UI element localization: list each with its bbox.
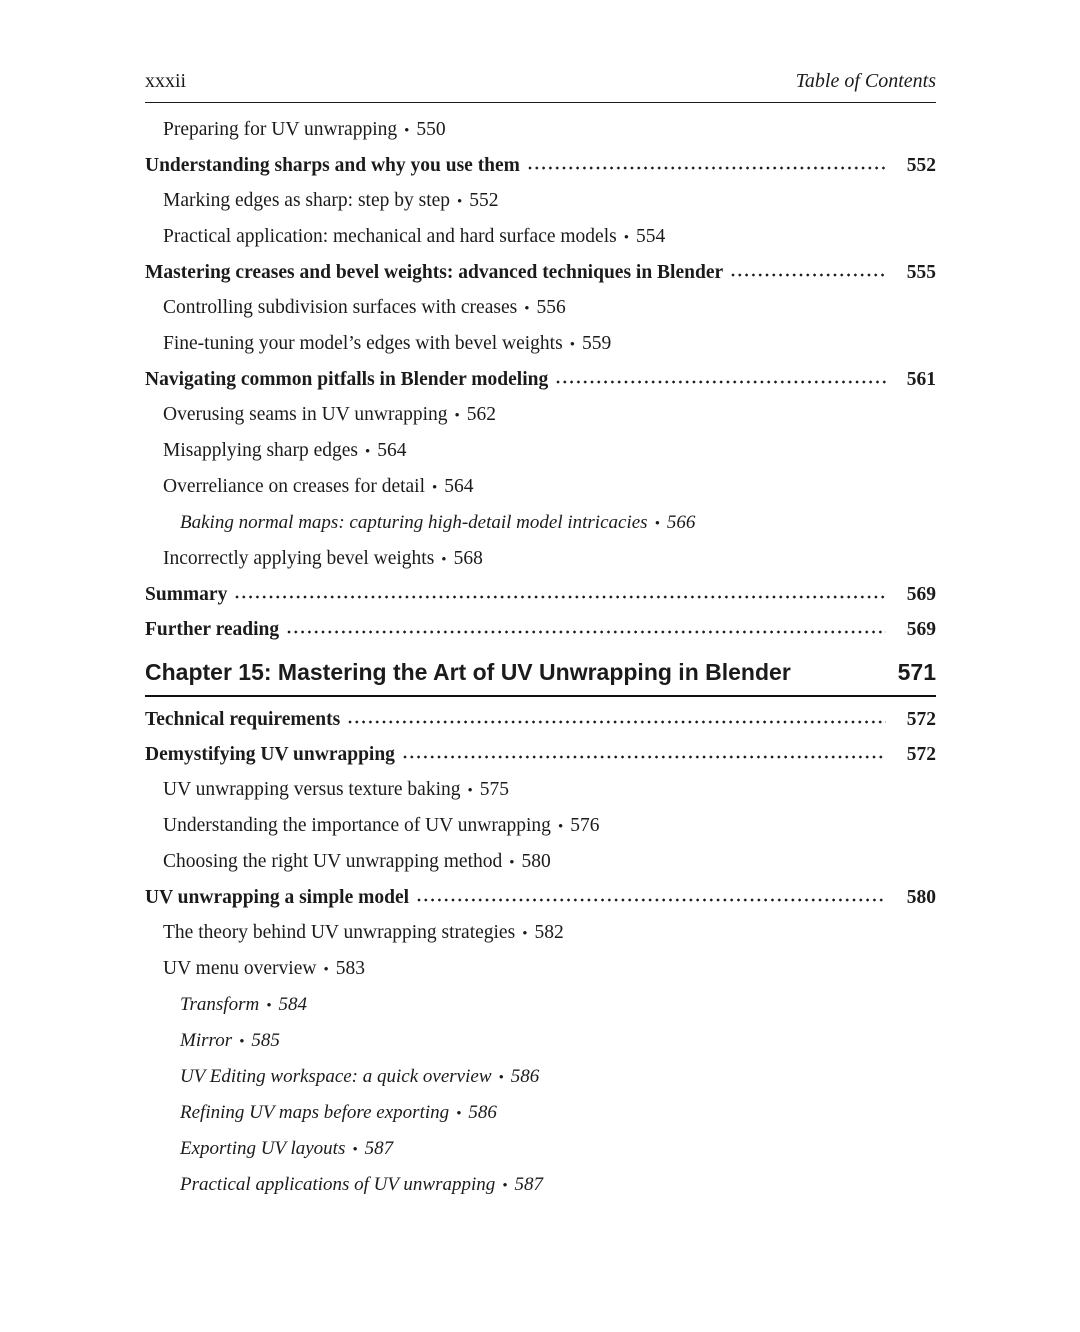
entry-page: 559 xyxy=(581,333,612,354)
dot-leader xyxy=(348,719,886,725)
toc-entry[interactable] xyxy=(145,1174,936,1197)
toc-entry[interactable] xyxy=(145,262,936,284)
toc-entry[interactable] xyxy=(145,190,936,213)
bullet-separator: • xyxy=(524,301,530,317)
bullet-separator: • xyxy=(522,926,528,942)
toc-entry[interactable] xyxy=(145,584,936,606)
bullet-separator: • xyxy=(404,123,410,139)
entry-title: Exporting UV layouts xyxy=(180,1138,346,1159)
entry-page: 580 xyxy=(521,851,551,872)
dot-leader xyxy=(235,594,886,600)
entry-page: 555 xyxy=(906,262,936,283)
toc-entry[interactable] xyxy=(145,1030,936,1053)
entry-page: 552 xyxy=(469,190,499,211)
entry-title: UV Editing workspace: a quick overview xyxy=(180,1066,492,1087)
dot-leader xyxy=(403,754,886,760)
toc-entry[interactable] xyxy=(145,226,936,249)
bullet-separator: • xyxy=(239,1034,245,1050)
dot-leader xyxy=(528,165,886,171)
entry-title: The theory behind UV unwrapping strategies xyxy=(163,922,516,943)
entry-title: Summary xyxy=(145,584,228,605)
entry-page: 569 xyxy=(906,619,936,640)
entry-title: Mastering creases and bevel weights: advanced techniques in Blender xyxy=(145,262,724,283)
entry-title: Fine-tuning your model’s edges with bevel weights xyxy=(163,333,563,354)
toc-entry[interactable] xyxy=(145,333,936,356)
entry-page: 580 xyxy=(906,887,936,908)
dot-leader xyxy=(556,379,886,385)
dot-leader xyxy=(287,629,886,635)
bullet-separator: • xyxy=(352,1142,358,1158)
bullet-separator: • xyxy=(569,337,575,353)
entry-page: 552 xyxy=(906,155,936,176)
entry-title: Preparing for UV unwrapping xyxy=(163,119,398,140)
entry-page: 550 xyxy=(416,119,446,140)
entry-title: UV unwrapping a simple model xyxy=(145,887,410,908)
toc-entry[interactable] xyxy=(145,744,936,766)
bullet-separator: • xyxy=(467,783,473,799)
bullet-separator: • xyxy=(432,480,438,496)
entry-title: Controlling subdivision surfaces with creases xyxy=(163,297,518,318)
entry-page: 566 xyxy=(666,512,696,533)
bullet-separator: • xyxy=(502,1178,508,1194)
toc-entry[interactable] xyxy=(145,404,936,427)
entry-title: Refining UV maps before exporting xyxy=(180,1102,450,1123)
toc-entry[interactable] xyxy=(145,548,936,571)
toc-entry[interactable] xyxy=(145,922,936,945)
entry-title: Overusing seams in UV unwrapping xyxy=(163,404,448,425)
entry-title: Incorrectly applying bevel weights xyxy=(163,548,435,569)
toc-entry[interactable] xyxy=(145,779,936,802)
entry-title: Demystifying UV unwrapping xyxy=(145,744,395,765)
page-header xyxy=(145,70,936,103)
toc-entry[interactable] xyxy=(145,958,936,981)
entry-page: 562 xyxy=(466,404,497,425)
bullet-separator: • xyxy=(623,230,629,246)
entry-page: 586 xyxy=(468,1102,497,1123)
entry-title: Navigating common pitfalls in Blender modeling xyxy=(145,369,549,390)
toc-entry[interactable] xyxy=(145,119,936,142)
toc-entry[interactable] xyxy=(145,709,936,731)
entry-title: Baking normal maps: capturing high-detail model intricacies xyxy=(180,512,648,533)
toc-list xyxy=(145,119,936,1197)
bullet-separator: • xyxy=(498,1070,504,1086)
entry-title: Understanding the importance of UV unwrapping xyxy=(163,815,551,836)
entry-page: 556 xyxy=(536,297,566,318)
toc-entry[interactable] xyxy=(145,476,936,499)
toc-entry[interactable] xyxy=(145,815,936,838)
bullet-separator: • xyxy=(454,408,460,424)
entry-title: Mirror xyxy=(180,1030,233,1051)
chapter-heading[interactable] xyxy=(145,659,936,697)
toc-entry[interactable] xyxy=(145,851,936,874)
bullet-separator: • xyxy=(323,962,329,978)
entry-page: 583 xyxy=(335,958,365,979)
entry-title: Misapplying sharp edges xyxy=(163,440,358,461)
entry-title: Further reading xyxy=(145,619,280,640)
entry-title: Practical applications of UV unwrapping xyxy=(180,1174,496,1195)
toc-entry[interactable] xyxy=(145,369,936,391)
entry-page: 569 xyxy=(906,584,936,605)
entry-page: 587 xyxy=(364,1138,394,1159)
entry-page: 576 xyxy=(570,815,600,836)
entry-page: 572 xyxy=(906,744,936,765)
toc-entry[interactable] xyxy=(145,297,936,320)
entry-page: 587 xyxy=(514,1174,544,1195)
entry-title: Choosing the right UV unwrapping method xyxy=(163,851,503,872)
entry-page: 586 xyxy=(510,1066,540,1087)
bullet-separator: • xyxy=(654,516,660,532)
entry-page: 561 xyxy=(906,369,936,390)
bullet-separator: • xyxy=(364,444,371,460)
entry-title: Understanding sharps and why you use them xyxy=(145,155,520,176)
bullet-separator: • xyxy=(456,1106,462,1122)
entry-page: 575 xyxy=(479,779,510,800)
dot-leader xyxy=(731,272,886,278)
bullet-separator: • xyxy=(457,194,463,210)
toc-entry[interactable] xyxy=(145,1102,936,1125)
entry-title: Practical application: mechanical and hard surface models xyxy=(163,226,617,247)
entry-title: Marking edges as sharp: step by step xyxy=(163,190,451,211)
running-header: Table of Contents xyxy=(795,70,936,92)
dot-leader xyxy=(417,897,886,903)
chapter-title: Chapter 15: Mastering the Art of UV Unwrapping in Blender xyxy=(145,659,791,685)
toc-entry[interactable] xyxy=(145,994,936,1017)
entry-page: 554 xyxy=(635,226,666,247)
toc-entry[interactable] xyxy=(145,619,936,641)
toc-entry[interactable] xyxy=(145,512,936,535)
entry-page: 582 xyxy=(534,922,564,943)
toc-entry[interactable] xyxy=(145,440,936,463)
entry-title: Transform xyxy=(180,994,260,1015)
toc-entry[interactable] xyxy=(145,1138,936,1161)
bullet-separator: • xyxy=(557,819,564,835)
bullet-separator: • xyxy=(441,552,447,568)
page-folio: xxxii xyxy=(145,70,187,92)
entry-page: 564 xyxy=(444,476,474,497)
entry-title: Technical requirements xyxy=(145,709,341,730)
entry-title: Overreliance on creases for detail xyxy=(163,476,426,497)
toc-entry[interactable] xyxy=(145,1066,936,1089)
toc-entry[interactable] xyxy=(145,887,936,909)
entry-page: 585 xyxy=(251,1030,280,1051)
entry-page: 584 xyxy=(278,994,307,1015)
toc-entry[interactable] xyxy=(145,155,936,177)
bullet-separator: • xyxy=(509,855,515,871)
entry-title: UV menu overview xyxy=(163,958,317,979)
bullet-separator: • xyxy=(266,998,272,1014)
entry-page: 564 xyxy=(377,440,407,461)
entry-title: UV unwrapping versus texture baking xyxy=(163,779,461,800)
entry-page: 568 xyxy=(453,548,483,569)
entry-page: 572 xyxy=(906,709,936,730)
chapter-page: 571 xyxy=(897,659,936,685)
